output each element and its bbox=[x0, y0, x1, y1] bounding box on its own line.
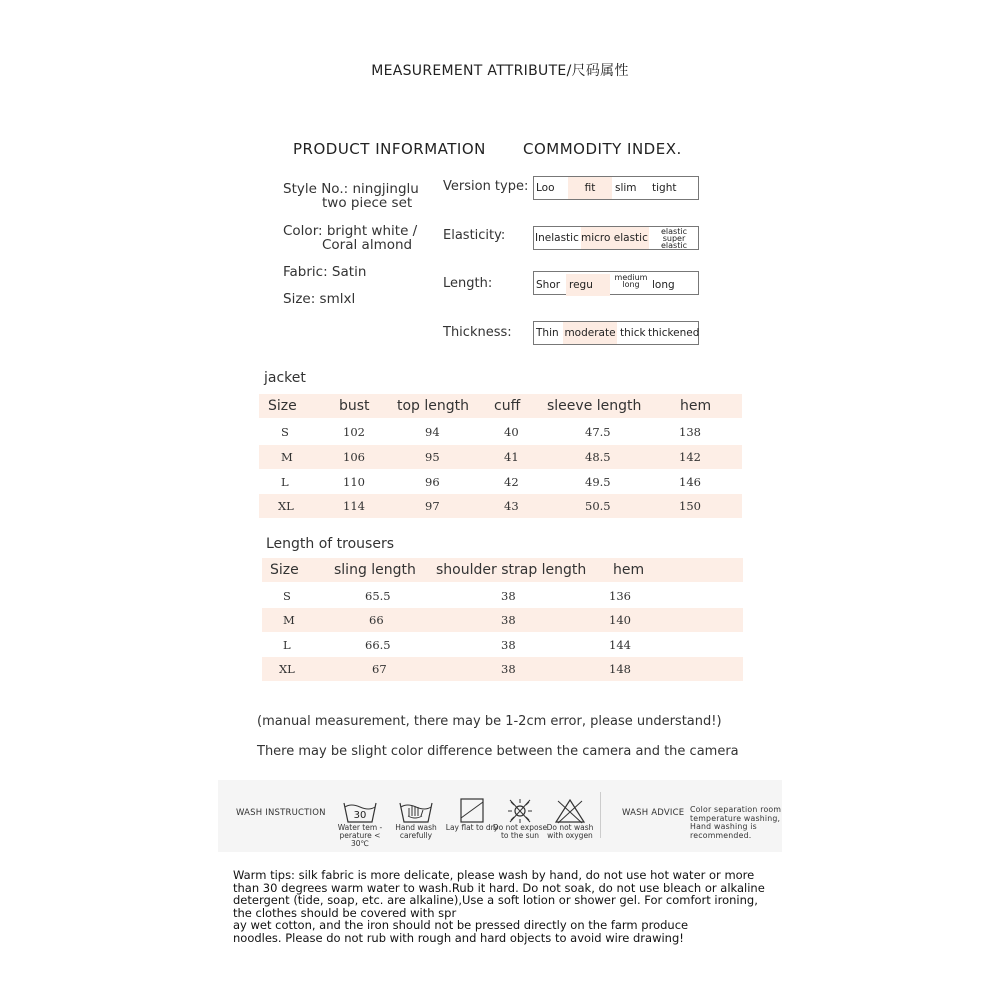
length-option-short: Shor bbox=[536, 279, 561, 291]
wash-advice-label: WASH ADVICE bbox=[622, 808, 685, 818]
thickness-option-thickened: thickened bbox=[648, 327, 700, 339]
trousers-header-hem: hem bbox=[613, 562, 645, 578]
elasticity-scale bbox=[533, 226, 699, 250]
elasticity-label: Elasticity: bbox=[443, 228, 506, 243]
version-option-slim: slim bbox=[615, 182, 637, 194]
trousers-cell-sling: 67 bbox=[372, 662, 387, 676]
trousers-cell-hem: 148 bbox=[609, 662, 631, 676]
length-option-medium-long: medium long bbox=[614, 273, 648, 289]
jacket-cell-bust: 110 bbox=[343, 475, 365, 489]
trousers-cell-hem: 144 bbox=[609, 638, 631, 652]
table-row bbox=[259, 420, 742, 444]
size-list: Size: smlxl bbox=[283, 291, 356, 307]
jacket-cell-sleeve: 49.5 bbox=[585, 475, 611, 489]
color-line1: Color: bright white / bbox=[283, 223, 418, 239]
commodity-index-heading: COMMODITY INDEX. bbox=[523, 140, 682, 158]
jacket-cell-size: L bbox=[281, 475, 289, 489]
no-oxygen-wash-icon bbox=[552, 798, 588, 824]
trousers-caption: Length of trousers bbox=[266, 536, 395, 552]
version-option-tight: tight bbox=[652, 182, 677, 194]
trousers-cell-hem: 136 bbox=[609, 589, 631, 603]
trousers-cell-strap: 38 bbox=[501, 613, 516, 627]
jacket-cell-hem: 138 bbox=[679, 425, 701, 439]
temperature-value: 30 bbox=[353, 810, 367, 821]
table-row bbox=[262, 657, 743, 681]
table-row bbox=[259, 494, 742, 518]
trousers-cell-hem: 140 bbox=[609, 613, 631, 627]
jacket-cell-top-length: 95 bbox=[425, 450, 440, 464]
trousers-cell-strap: 38 bbox=[501, 589, 516, 603]
lay-flat-dry-icon bbox=[454, 798, 490, 824]
trousers-cell-strap: 38 bbox=[501, 662, 516, 676]
jacket-cell-size: XL bbox=[278, 499, 294, 513]
jacket-cell-cuff: 43 bbox=[504, 499, 519, 513]
jacket-cell-hem: 142 bbox=[679, 450, 701, 464]
length-option-long: long bbox=[652, 279, 675, 291]
jacket-header-size: Size bbox=[268, 398, 297, 414]
elasticity-option-micro-elastic: micro elastic bbox=[581, 227, 649, 249]
jacket-cell-sleeve: 50.5 bbox=[585, 499, 611, 513]
jacket-header-hem: hem bbox=[680, 398, 712, 414]
jacket-cell-bust: 106 bbox=[343, 450, 365, 464]
color-line2: Coral almond bbox=[322, 237, 413, 253]
trousers-cell-size: XL bbox=[279, 662, 295, 676]
jacket-cell-size: M bbox=[281, 450, 293, 464]
trousers-cell-strap: 38 bbox=[501, 638, 516, 652]
length-label: Length: bbox=[443, 276, 493, 291]
jacket-cell-top-length: 94 bbox=[425, 425, 440, 439]
table-row bbox=[262, 608, 743, 632]
style-number-line1: Style No.: ningjinglu bbox=[283, 181, 419, 197]
trousers-cell-sling: 66.5 bbox=[365, 638, 391, 652]
version-type-scale bbox=[533, 176, 699, 200]
trousers-cell-sling: 66 bbox=[369, 613, 384, 627]
trousers-header-sling-length: sling length bbox=[334, 562, 416, 578]
style-number-line2: two piece set bbox=[322, 195, 413, 211]
trousers-cell-size: L bbox=[283, 638, 291, 652]
elasticity-option-inelastic: Inelastic bbox=[535, 232, 579, 244]
table-row bbox=[262, 633, 743, 657]
measurement-note: (manual measurement, there may be 1-2cm error, please understand!) bbox=[257, 714, 722, 729]
trousers-header-size: Size bbox=[270, 562, 299, 578]
jacket-cell-top-length: 96 bbox=[425, 475, 440, 489]
trousers-cell-size: S bbox=[283, 589, 291, 603]
hand-wash-caption: Hand wash carefully bbox=[395, 823, 437, 840]
water-temperature-caption: Water tem -perature < 30℃ bbox=[337, 823, 383, 848]
jacket-header-cuff: cuff bbox=[494, 398, 521, 414]
jacket-cell-bust: 114 bbox=[343, 499, 365, 513]
table-row bbox=[262, 584, 743, 608]
jacket-cell-cuff: 42 bbox=[504, 475, 519, 489]
table-row bbox=[259, 445, 742, 469]
jacket-header-bust: bust bbox=[339, 398, 370, 414]
jacket-header-top-length: top length bbox=[397, 398, 470, 414]
jacket-cell-top-length: 97 bbox=[425, 499, 440, 513]
version-option-loose: Loo bbox=[536, 182, 555, 194]
no-sun-caption: Do not expose to the sun bbox=[492, 823, 548, 840]
trousers-header-row bbox=[262, 558, 743, 582]
wash-instruction-label: WASH INSTRUCTION bbox=[236, 808, 326, 818]
thickness-option-thin: Thin bbox=[536, 327, 559, 339]
jacket-header-sleeve-length: sleeve length bbox=[547, 398, 642, 414]
hand-wash-icon bbox=[398, 798, 434, 824]
trousers-cell-sling: 65.5 bbox=[365, 589, 391, 603]
product-information-heading: PRODUCT INFORMATION bbox=[293, 140, 486, 158]
version-option-fit: fit bbox=[568, 177, 612, 199]
jacket-header-row bbox=[259, 394, 742, 418]
length-option-regular: regu bbox=[566, 274, 610, 296]
jacket-cell-size: S bbox=[281, 425, 289, 439]
jacket-cell-sleeve: 47.5 bbox=[585, 425, 611, 439]
wash-instruction-panel bbox=[218, 780, 782, 852]
elasticity-option-super-elastic: elastic super elastic bbox=[661, 227, 687, 250]
no-oxygen-caption: Do not wash with oxygen bbox=[546, 823, 594, 840]
page-title: MEASUREMENT ATTRIBUTE/尺码属性 bbox=[371, 63, 629, 79]
version-type-label: Version type: bbox=[443, 179, 529, 194]
fabric: Fabric: Satin bbox=[283, 264, 367, 280]
warm-tips: Warm tips: silk fabric is more delicate, please wash by hand, do not use hot water or more than 30 degrees warm water to wash.Rub it hard. Do not soak, do not use bleach or alkaline detergent (tide, soap, etc. are alkaline),Use a soft lotion or shower gel. For comfort ironing, the clothes should be covered with spr ay wet cotton, and the iron should not be pressed directly on the farm produce noodles. Please do not rub with rough and hard objects to avoid wire drawing! bbox=[233, 868, 765, 945]
jacket-caption: jacket bbox=[264, 370, 306, 386]
water-temperature-icon bbox=[342, 798, 378, 824]
trousers-header-shoulder-strap: shoulder strap length bbox=[436, 562, 587, 578]
length-scale bbox=[533, 271, 699, 295]
thickness-option-moderate: moderate bbox=[563, 322, 617, 344]
table-row bbox=[259, 470, 742, 494]
thickness-option-thick: thick bbox=[620, 327, 646, 339]
thickness-label: Thickness: bbox=[443, 325, 512, 340]
jacket-cell-sleeve: 48.5 bbox=[585, 450, 611, 464]
no-sun-icon bbox=[502, 798, 538, 824]
jacket-cell-hem: 150 bbox=[679, 499, 701, 513]
jacket-cell-bust: 102 bbox=[343, 425, 365, 439]
wash-divider bbox=[600, 792, 601, 838]
trousers-cell-size: M bbox=[283, 613, 295, 627]
jacket-cell-hem: 146 bbox=[679, 475, 701, 489]
jacket-cell-cuff: 40 bbox=[504, 425, 519, 439]
color-difference-note: There may be slight color difference between the camera and the camera bbox=[257, 744, 739, 759]
thickness-scale bbox=[533, 321, 699, 345]
jacket-cell-cuff: 41 bbox=[504, 450, 519, 464]
wash-advice-text: Color separation room temperature washing, Hand washing is recommended. bbox=[690, 805, 782, 840]
lay-flat-caption: Lay flat to dry bbox=[445, 823, 499, 832]
